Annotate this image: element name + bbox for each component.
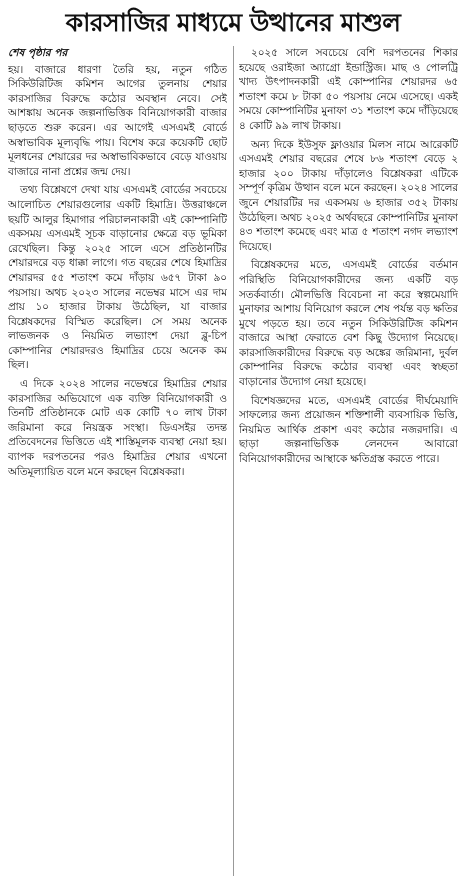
article-column-left (8, 46, 227, 876)
continued-from-label: শেষ পৃষ্ঠার পর (8, 47, 68, 59)
article-paragraph: এ দিকে ২০২৪ সালের নভেম্বরে হিমাদ্রির শেয়ার কারসাজির অভিযোগে এক ব্যক্তি বিনিয়োগকারী ও তিনটি প্রতিষ্ঠানকে মোট এক কোটি ৭০ লাখ টাকা জরিমানা করে নিয়ন্ত্রক সংস্থা। ডিএসইর তদন্ত প্রতিবেদনের ভিত্তিতে এই শাস্তিমূলক ব্যবস্থা নেয়া হয়। ব্যাপক দরপতনের পরও হিমাদ্রির শেয়ার এখনো অতিমূল্যায়িত বলে মনে করছেন বিশ্লেষকরা। (8, 378, 227, 478)
column-divider (233, 46, 234, 876)
article-headline: কারসাজির মাধ্যমে উত্থানের মাশুল (65, 8, 401, 37)
article-paragraph: হয়। বাজারে ধারণা তৈরি হয়, নতুন গঠিত সিকিউরিটিজ কমিশন আগের তুলনায় শেয়ার কারসাজির বিরুদ্ধে কঠোর অবস্থান নেবে। সেই আশঙ্কায় অনেক জল্পনাভিত্তিক বিনিয়োগকারী বাজার ছাড়তে শুরু করেন। এর আগেই এসএমই বোর্ডে অস্বাভাবিক মূল্যবৃদ্ধি পায়। বিশেষ করে কয়েকটি ছোট মূলধনের শেয়ারের দর অস্বাভাবিকভাবে বেড়ে যাওয়ায় বাজারে নানা প্রশ্নের জন্ম দেয়। (8, 63, 227, 178)
article-paragraph: বিশ্লেষকদের মতে, এসএমই বোর্ডের বর্তমান পরিস্থিতি বিনিয়োগকারীদের জন্য একটি বড় সতর্কবার্তা। মৌলভিত্তি বিবেচনা না করে স্বল্পমেয়াদি মুনাফার আশায় বিনিয়োগ করলে শেষ পর্যন্ত বড় ক্ষতির মুখে পড়তে হয়। তবে নতুন সিকিউরিটিজ কমিশন বাজারে আস্থা ফেরাতে বেশ কিছু উদ্যোগ নিয়েছে। কারসাজিকারীদের বিরুদ্ধে বড় অঙ্কের জরিমানা, দুর্বল কোম্পানির বিরুদ্ধে কঠোর ব্যবস্থা এবং স্বচ্ছতা বাড়ানোর উদ্যোগ নেয়া হয়েছে। (239, 259, 458, 389)
article-columns (8, 46, 458, 876)
article-paragraph: অন্য দিকে ইউসুফ ফ্লাওয়ার মিলস নামে আরেকটি এসএমই শেয়ার বছরের শেষে ৮৬ শতাংশ বেড়ে ২ হাজার ২০০ টাকায় দাঁড়ালেও বিশ্লেষকরা এটিকে সম্পূর্ণ কৃত্রিম উত্থান বলে মনে করছেন। ২০২৪ সালের জুনে শেয়ারটির দর একসময় ৬ হাজার ৩৫২ টাকায় উঠেছিল। অথচ ২০২৫ অর্থবছরে কোম্পানিটির মুনাফা ৪৩ শতাংশ কমেছে এবং মাত্র ৫ শতাংশ নগদ লভ্যাংশ দিয়েছে। (239, 138, 458, 253)
article-paragraph: ২০২৫ সালে সবচেয়ে বেশি দরপতনের শিকার হয়েছে ওরাইজা অ্যাগ্রো ইন্ডাস্ট্রিজ। মাছ ও পোলট্রি খাদ্য উৎপাদনকারী এই কোম্পানির শেয়ারদর ৬৫ শতাংশ কমে ৮ টাকা ৫০ পয়সায় নেমে এসেছে। একই সময়ে কোম্পানিটির মুনাফা ৩১ শতাংশ কমে দাঁড়িয়েছে ৪ কোটি ৯৯ লাখ টাকায়। (239, 47, 458, 132)
article-paragraph: তথ্য বিশ্লেষণে দেখা যায় এসএমই বোর্ডের সবচেয়ে আলোচিত শেয়ারগুলোর একটি হিমাদ্রি। উত্তরাঞ্চলে ছয়টি আলুর হিমাগার পরিচালনাকারী এই কোম্পানিটি একসময় এসএমই সূচক বাড়ানোর ক্ষেত্রে বড় ভূমিকা রেখেছিল। কিন্তু ২০২৫ সালে এসে প্রতিষ্ঠানটির শেয়ারদরে বড় ধাক্কা লাগে। গত বছরের শেষে হিমাদ্রির শেয়ারদর ৫৫ শতাংশ কমে দাঁড়ায় ৬৫৭ টাকা ৯০ পয়সায়। অথচ ২০২৩ সালের নভেম্বর মাসে এর দাম প্রায় ১০ হাজার টাকায় উঠেছিল, যা বাজার বিশ্লেষকদের বিস্মিত করেছিল। সে সময় অনেক লাভজনক ও নিয়মিত লভ্যাংশ দেয়া ব্লু-চিপ কোম্পানির শেয়ারদরও হিমাদ্রির চেয়ে অনেক কম ছিল। (8, 184, 227, 372)
article-paragraph: বিশেষজ্ঞদের মতে, এসএমই বোর্ডের দীর্ঘমেয়াদি সাফল্যের জন্য প্রয়োজন শক্তিশালী ব্যবসায়িক ভিত্তি, নিয়মিত আর্থিক প্রকাশ এবং কঠোর নজরদারি। এ ছাড়া জল্পনাভিত্তিক লেনদেন আবারো বিনিয়োগকারীদের আস্থাকে ক্ষতিগ্রস্ত করতে পারে। (239, 394, 458, 466)
article-column-right (239, 46, 458, 876)
